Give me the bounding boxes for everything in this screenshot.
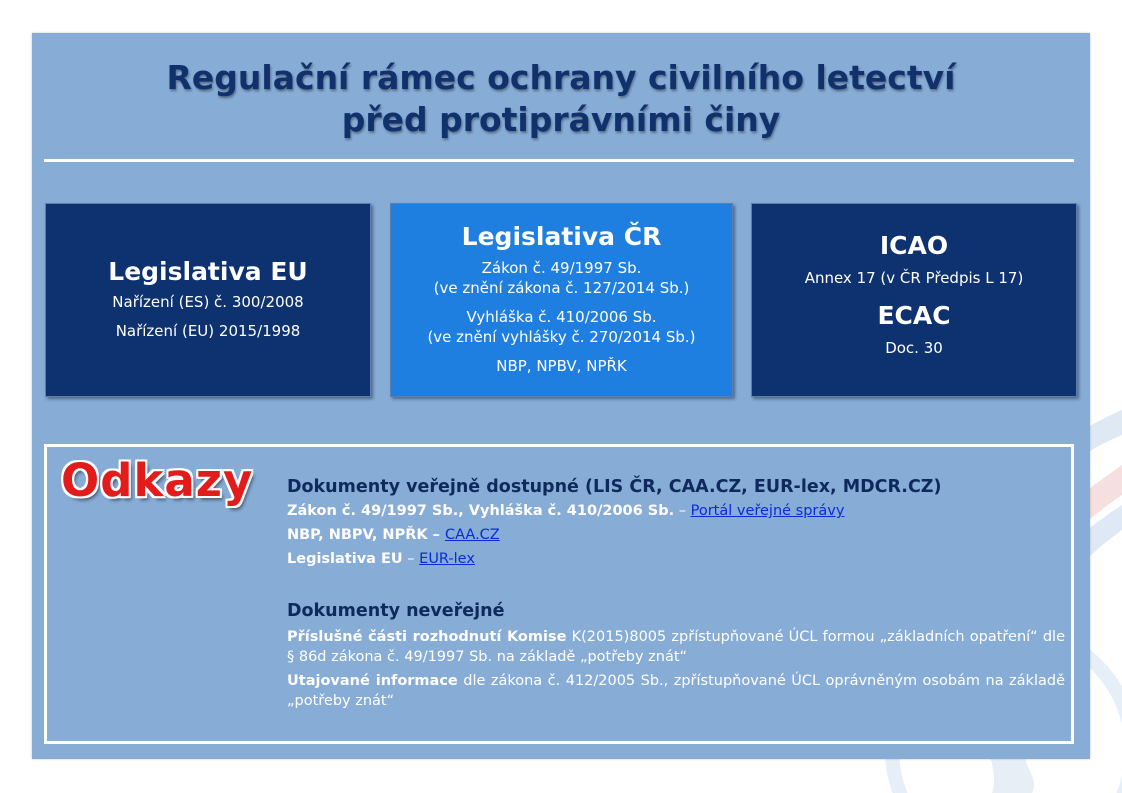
ref-item-eu <box>287 547 1065 571</box>
title-line-2: před protiprávními činy <box>341 100 781 139</box>
private-paragraph-2 <box>287 671 1065 711</box>
box-eu-line-1: Nařízení (ES) č. 300/2008 <box>112 293 304 311</box>
box-cr-line-2: (ve znění zákona č. 127/2014 Sb.) <box>433 279 690 297</box>
public-documents-heading: Dokumenty veřejně dostupné (LIS ČR, CAA.CZ, EUR-lex, MDCR.CZ) <box>287 477 942 497</box>
public-documents <box>287 475 1065 571</box>
ref-item-nbp <box>287 523 1065 547</box>
box-icao-ecac <box>751 203 1077 397</box>
box-icao-heading: ICAO <box>879 231 949 260</box>
ref-item-nbp-label: NBP, NBPV, NPŘK – <box>287 527 445 543</box>
link-caa-cz[interactable]: CAA.CZ <box>444 527 500 543</box>
box-cr-line-4: (ve znění vyhlášky č. 270/2014 Sb.) <box>427 328 696 346</box>
box-ecac-line: Doc. 30 <box>885 339 943 357</box>
ref-item-zakon-label: Zákon č. 49/1997 Sb., Vyhláška č. 410/2006 Sb. <box>287 503 675 519</box>
box-cr-line-5: NBP, NPBV, NPŘK <box>496 357 627 375</box>
private-documents <box>287 599 1065 715</box>
box-eu-heading: Legislativa EU <box>108 257 308 286</box>
private-paragraph-2-text: dle zákona č. 412/2005 Sb., zpřístupňované ÚCL oprávněným osobám na základě „potřeby znát“ <box>287 673 1065 709</box>
box-ecac-heading: ECAC <box>877 301 951 330</box>
private-paragraph-1 <box>287 627 1065 667</box>
odkazy-badge: Odkazy <box>61 454 254 507</box>
ref-item-zakon <box>287 499 1065 523</box>
box-legislativa-eu <box>45 203 371 397</box>
title-line-1: Regulační rámec ochrany civilního letectví <box>166 58 956 97</box>
box-cr-heading: Legislativa ČR <box>461 222 662 251</box>
ref-item-eu-label: Legislativa EU <box>287 551 403 567</box>
title-divider <box>44 159 1074 162</box>
box-legislativa-cr <box>390 203 733 397</box>
private-paragraph-1-text: K(2015)8005 zpřístupňované ÚCL formou „základních opatření“ dle § 86d zákona č. 49/1997 Sb. na základě „potřeby znát“ <box>287 629 1066 665</box>
link-eur-lex[interactable]: EUR-lex <box>419 551 475 567</box>
box-icao-line: Annex 17 (v ČR Předpis L 17) <box>804 269 1024 287</box>
ref-item-eu-sep: – <box>402 551 420 567</box>
box-eu-line-2: Nařízení (EU) 2015/1998 <box>115 322 301 340</box>
link-portal-verejne-spravy[interactable]: Portál veřejné správy <box>690 503 845 519</box>
private-documents-heading: Dokumenty neveřejné <box>287 601 505 621</box>
references-panel <box>44 444 1074 744</box>
slide-title <box>32 57 1090 141</box>
private-paragraph-1-bold: Příslušné části rozhodnutí Komise <box>287 629 567 645</box>
box-cr-line-3: Vyhláška č. 410/2006 Sb. <box>466 308 657 326</box>
slide <box>32 33 1090 759</box>
box-cr-line-1: Zákon č. 49/1997 Sb. <box>481 259 642 277</box>
private-paragraph-2-bold: Utajované informace <box>287 673 458 689</box>
ref-item-zakon-sep: – <box>674 503 691 519</box>
